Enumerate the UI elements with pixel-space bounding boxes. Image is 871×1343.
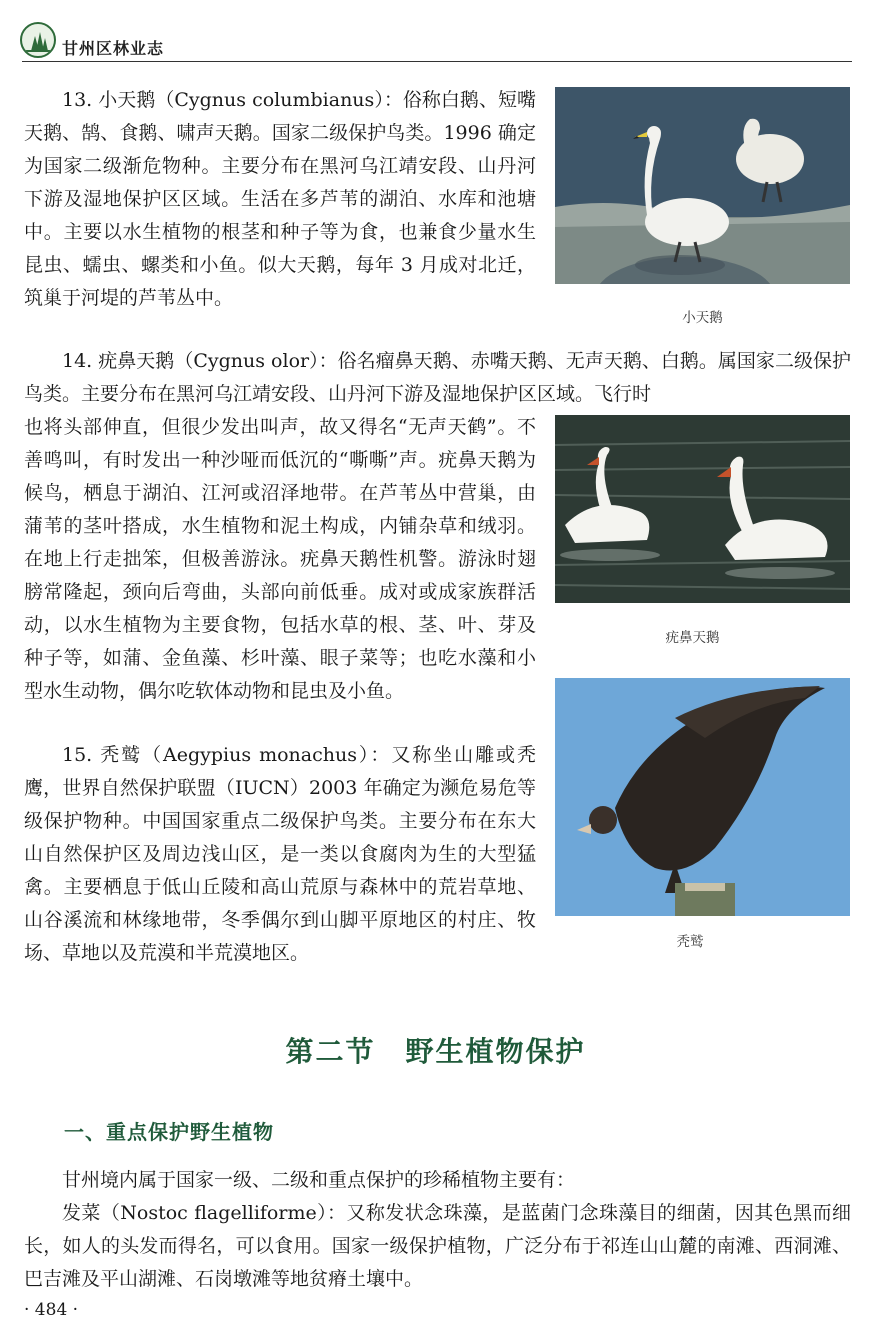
- header-rule: [22, 61, 852, 62]
- caption-cinereous-vulture: 秃鹫: [676, 934, 704, 950]
- subsection-title: 一、重点保护野生植物: [64, 1120, 274, 1144]
- paragraph-14-mute-swan-body: 也将头部伸直，但很少发出叫声，故又得名“无声天鹤”。不善鸣叫，有时发出一种沙哑而低沉的“嘶嘶”声。疣鼻天鹅为候鸟，栖息于湖泊、江河或沼泽地带。在芦苇丛中营巢，由蒲苇的茎叶搭成，水生植物和泥土构成，内铺杂草和绒羽。在地上行走拙笨，但极善游泳。疣鼻天鹅性机警。游泳时翅膀常隆起，颈向后弯曲，头部向前低垂。成对或成家族群活动，以水生植物为主要食物，包括水草的根、茎、叶、芽及种子等，如蒲、金鱼藻、杉叶藻、眼子菜等；也吃水藻和小型水生动物，偶尔吃软体动物和昆虫及小鱼。: [24, 416, 536, 702]
- page-header: [18, 22, 853, 62]
- paragraph-14-mute-swan-intro: 14. 疣鼻天鹅（Cygnus olor）：俗名瘤鼻天鹅、赤嘴天鹅、无声天鹅、白鹅。属国家二级保护鸟类。主要分布在黑河乌江靖安段、山丹河下游及湿地保护区区域。飞行时: [24, 350, 851, 405]
- book-title: 甘州区林业志: [62, 39, 165, 58]
- photo-mute-swan: [555, 415, 850, 603]
- paragraph-facai: 发菜（Nostoc flagelliforme）：又称发状念珠藻，是蓝菌门念珠藻目的细菌，因其色黑而细长，如人的头发而得名，可以食用。国家一级保护植物，广泛分布于祁连山山麓的南滩、西洞滩、巴吉滩及平山湖滩、石岗墩滩等地贫瘠土壤中。: [24, 1202, 851, 1290]
- caption-mute-swan: 疣鼻天鹅: [665, 630, 720, 646]
- caption-little-swan: 小天鹅: [682, 310, 723, 326]
- forest-logo-icon: [20, 22, 56, 58]
- paragraph-13-little-swan: 13. 小天鹅（Cygnus columbianus）：俗称白鹅、短嘴天鹅、鹄、食鹅、啸声天鹅。国家二级保护鸟类。1996 确定为国家二级渐危物种。主要分布在黑河乌江靖安段、山丹河下游及湿地保护区区域。生活在多芦苇的湖泊、水库和池塘中。主要以水生植物的根茎和种子等为食，也兼食少量水生昆虫、蠕虫、螺类和小鱼。似大天鹅，每年 3 月成对北迁，筑巢于河堤的芦苇丛中。: [24, 89, 536, 309]
- paragraph-15-cinereous-vulture: 15. 秃鹫（Aegypius monachus）：又称坐山雕或秃鹰，世界自然保护联盟（IUCN）2003 年确定为濒危易危等级保护物种。中国国家重点二级保护鸟类。主要分布在东大山自然保护区及周边浅山区，是一类以食腐肉为生的大型猛禽。主要栖息于低山丘陵和高山荒原与森林中的荒岩草地、山谷溪流和林缘地带，冬季偶尔到山脚平原地区的村庄、牧场、草地以及荒漠和半荒漠地区。: [24, 744, 536, 964]
- page-number: · 484 ·: [24, 1300, 79, 1320]
- section-title: 第二节 野生植物保护: [285, 1035, 586, 1068]
- paragraph-plants-intro: 甘州境内属于国家一级、二级和重点保护的珍稀植物主要有：: [62, 1169, 576, 1191]
- photo-little-swan: [555, 87, 850, 284]
- photo-cinereous-vulture: [555, 678, 850, 916]
